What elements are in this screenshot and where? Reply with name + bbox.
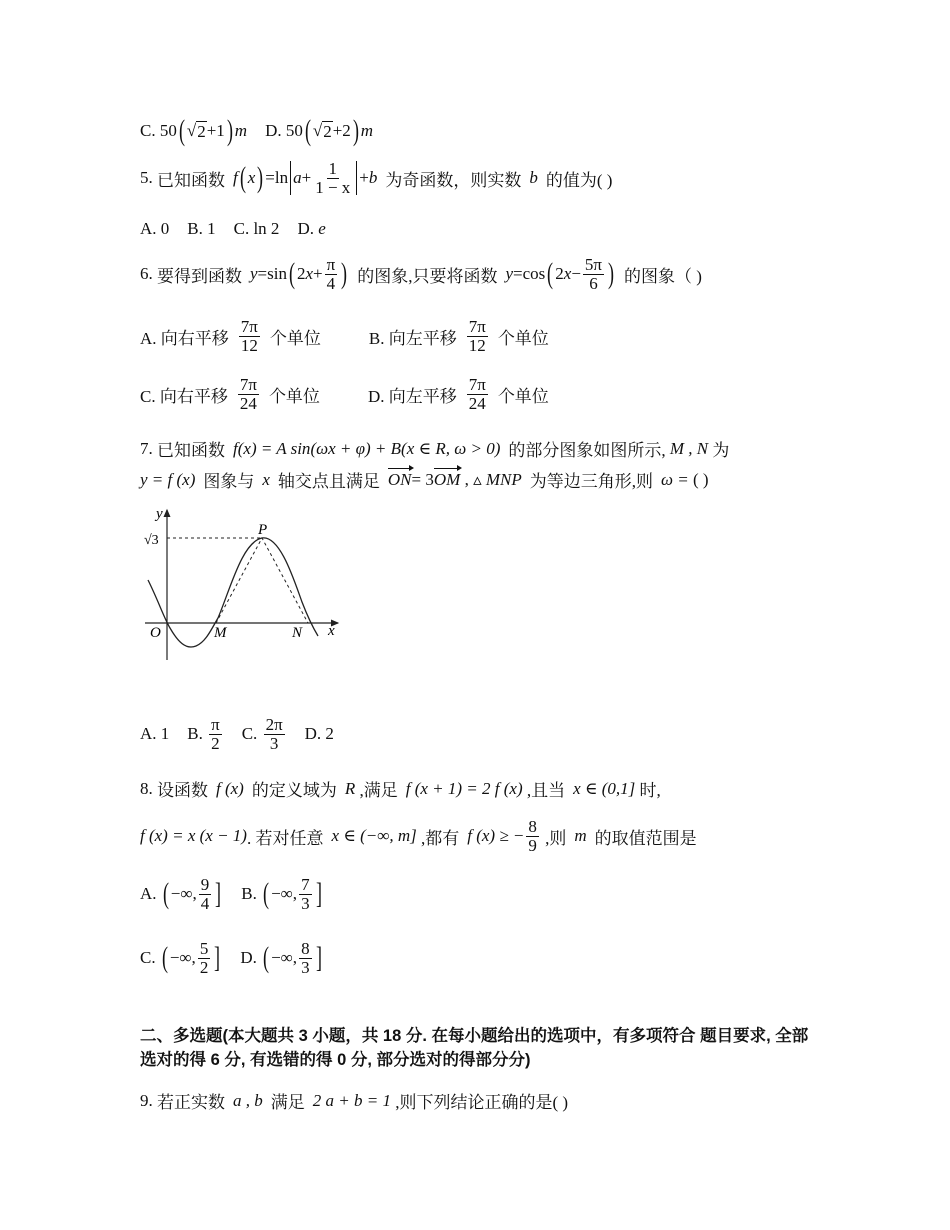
q6-sin: sin	[267, 264, 287, 284]
q8-mid1: 的定义域为	[251, 781, 337, 800]
q6-y2: y	[505, 264, 514, 284]
option-d-label: D.	[265, 121, 282, 140]
q9-mid: 满足	[270, 1093, 305, 1112]
q8-number: 8.	[140, 778, 153, 798]
q6-option-b-unit: 个单位	[497, 328, 549, 348]
q8-R: R	[344, 778, 356, 798]
q8-line2-a: f (x) = x (x − 1)	[140, 826, 247, 846]
q7-prefix: 已知函数	[157, 441, 225, 460]
q6-coef: 2	[296, 264, 306, 284]
option-c-coef: 50	[159, 121, 177, 140]
q8-a-neginf: −∞,	[170, 884, 197, 904]
q6-option-a: A. 向右平移	[140, 328, 229, 348]
question-6: 6. 要得到函数 y = sin ( 2 x + $\frac{\pi}{4}$ ) 的图象,只要将函数 y = cos ( 2 x − $\frac{5\pi}{6}$ ) 的图象（ )	[140, 255, 702, 293]
q8-cond: x ∈ (0,1]	[573, 778, 636, 798]
q8-eq1: f (x + 1) = 2 f (x)	[405, 778, 523, 798]
q7-paren: ( )	[692, 469, 709, 489]
q8-option-c-frac: $\frac{5}{2}$	[199, 939, 209, 977]
q5-func: f	[233, 168, 238, 188]
q6-y: y	[250, 264, 258, 284]
q7-vector-on: ON	[387, 469, 412, 489]
q7-option-c-frac: $\frac{2\pi}{3}$	[265, 715, 283, 753]
q8-option-b: B.	[241, 884, 257, 904]
q7-line2-a: y = f (x)	[140, 469, 196, 489]
q9-prefix: 若正实数	[157, 1093, 225, 1112]
q7-eq3: = 3	[411, 469, 434, 489]
question-8-line2	[140, 818, 697, 855]
q8-options-cd: C. ( −∞, $\frac{5}{2}$ ] D. ( −∞, $\frac{8}{3}$ ]	[140, 939, 322, 977]
q5-fraction: $\frac{1}{1 - x}$	[315, 159, 351, 197]
q7-line2-x: x	[262, 469, 270, 489]
sqrt3-label: √3	[144, 533, 159, 548]
q5-prefix: 已知函数	[157, 170, 225, 190]
q5-suffix2: 的值为( )	[545, 170, 613, 190]
q8-option-d-frac: $\frac{8}{3}$	[301, 939, 310, 977]
q5-option-b: B. 1	[187, 219, 216, 238]
q6-prefix: 要得到函数	[157, 266, 242, 286]
q5-option-a: A. 0	[140, 219, 170, 238]
q7-graph	[140, 500, 350, 670]
o-label: O	[150, 625, 161, 641]
q8-range: x ∈ (−∞, m]	[331, 826, 417, 846]
q9-number: 9.	[140, 1090, 153, 1110]
q8-mid2: ,满足	[359, 781, 398, 800]
q6-option-b: B. 向左平移	[368, 328, 457, 348]
q8-ineq: f (x) ≥ −	[467, 826, 525, 846]
q7-line2-d: 为等边三角形,则	[529, 472, 653, 491]
q6-option-d: D. 向左平移	[367, 386, 457, 406]
q6-suffix: 的图象（ )	[624, 266, 702, 286]
q6-option-b-frac: $\frac{7\pi}{12}$	[468, 317, 486, 355]
q4-options: C. 50 ( √ 2 + 1 ) m D. 50 ( √ 2 + 2 ) m	[140, 114, 374, 147]
q8-b-neginf: −∞,	[271, 884, 298, 904]
q8-fx: f (x)	[216, 778, 244, 798]
q5-options	[140, 219, 326, 239]
q5-b: b	[368, 168, 378, 188]
option-c-add: 1	[216, 121, 225, 140]
q6-option-d-unit: 个单位	[497, 386, 549, 406]
q7-option-b-frac: $\frac{\pi}{2}$	[211, 715, 220, 753]
q6-option-a-frac: $\frac{7\pi}{12}$	[240, 317, 258, 355]
q7-vector-om: OM	[433, 469, 461, 489]
question-8-line1	[140, 776, 661, 801]
q5-suffix1: 为奇函数，则实数	[385, 170, 522, 190]
q8-d-neginf: −∞,	[271, 948, 298, 968]
q7-number: 7.	[140, 438, 153, 458]
q6-frac2: $\frac{5\pi}{6}$	[584, 255, 603, 293]
q6-cos: cos	[522, 264, 546, 284]
m-label: M	[214, 625, 227, 641]
q8-line2-d: ,则	[545, 828, 567, 848]
q6-options-ab	[140, 318, 549, 355]
q8-option-c: C.	[140, 948, 156, 968]
q8-m: m	[574, 826, 587, 846]
q9-suffix: ,则下列结论正确的是( )	[395, 1093, 569, 1112]
option-c-label: C.	[140, 121, 156, 140]
x-label: x	[328, 623, 335, 639]
q6-option-d-frac: $\frac{7\pi}{24}$	[468, 375, 486, 413]
q8-option-a-frac: $\frac{9}{4}$	[200, 875, 210, 913]
question-7-line1	[140, 436, 729, 461]
q6-option-c-frac: $\frac{7\pi}{24}$	[239, 375, 257, 413]
q6-coef2: 2	[555, 264, 564, 284]
q6-frac1: $\frac{\pi}{4}$	[326, 255, 336, 293]
q8-ineq-frac: $\frac{8}{9}$	[528, 817, 537, 855]
q5-a: a	[293, 168, 302, 188]
q8-option-d: D.	[240, 948, 257, 968]
q6-mid: 的图象,只要将函数	[357, 266, 498, 286]
q7-formula-c: (ωx + φ) + B	[310, 438, 402, 458]
q7-omega: ω =	[661, 469, 689, 489]
q5-option-d-val: e	[318, 219, 326, 238]
q5-option-c: C. ln 2	[233, 219, 280, 238]
p-label: P	[258, 522, 268, 538]
option-c-unit: m	[234, 121, 248, 140]
q8-prefix: 设函数	[157, 781, 208, 800]
q8-mid3: ,且当	[526, 781, 566, 800]
q8-options-ab: A. ( −∞, $\frac{9}{4}$ ] B. ( −∞, $\frac{7}{3}$ ]	[140, 875, 322, 913]
q8-mid4: 时,	[639, 781, 661, 800]
q7-options	[140, 716, 334, 753]
q7-option-c: C.	[241, 724, 258, 744]
q8-line2-b: . 若对任意	[246, 828, 324, 848]
q7-mid1: 的部分图象如图所示,	[508, 441, 666, 460]
q8-line2-c: ,都有	[420, 828, 460, 848]
q6-number: 6.	[140, 264, 153, 284]
q6-option-a-unit: 个单位	[269, 328, 321, 348]
q8-option-b-frac: $\frac{7}{3}$	[301, 875, 310, 913]
q7-option-d: D. 2	[304, 724, 334, 744]
q9-eq: 2 a + b = 1	[312, 1090, 391, 1110]
q9-vars: a , b	[233, 1090, 263, 1110]
q7-wei: 为	[712, 441, 730, 460]
q5-number: 5.	[140, 168, 153, 188]
option-d-coef: 50	[285, 121, 303, 140]
q7-mn: M , N	[669, 438, 709, 458]
q7-line2-b: 图象与	[203, 472, 255, 491]
option-d-unit: m	[360, 121, 374, 140]
q7-option-b: B.	[187, 724, 203, 744]
question-9	[140, 1088, 568, 1113]
n-label: N	[292, 625, 303, 641]
q8-option-a: A.	[140, 884, 157, 904]
y-label: y	[156, 506, 163, 522]
q6-x2: x	[563, 264, 572, 284]
q6-x: x	[305, 264, 314, 284]
section-2-heading: 二、多选题(本大题共 3 小题，共 18 分. 在每小题给出的选项中，有多项符合 题目要求, 全部选对的得 6 分, 有选错的得 0 分, 部分选对的得部分分)	[140, 1027, 809, 1069]
q5-var: x	[247, 168, 256, 188]
q8-line2-e: 的取值范围是	[594, 828, 697, 848]
q7-line2-c: 轴交点且满足	[277, 472, 380, 491]
question-5: 5. 已知函数 f ( x ) = ln a + $\frac{1}{1 - x}$ + b 为奇函数，则实数 b 的值为( )	[140, 159, 613, 197]
q6-options-cd	[140, 376, 549, 413]
q7-triangle: ▵ MNP	[473, 469, 522, 489]
q5-b2: b	[529, 168, 538, 188]
q7-formula-d: (x ∈ R, ω > 0)	[401, 438, 501, 458]
q7-formula-b: (x) = A sin	[237, 438, 311, 458]
q6-option-c-unit: 个单位	[268, 386, 320, 406]
q7-formula-a: f	[233, 438, 238, 458]
question-7-line2: y = f (x) 图象与 x 轴交点且满足 ON = 3 OM , ▵ MNP 为等边三角形,则 ω = ( )	[140, 467, 709, 492]
q5-ln: ln	[274, 168, 289, 188]
q7-option-a: A. 1	[140, 724, 170, 744]
q5-option-d: D.	[297, 219, 314, 238]
option-d-add: 2	[342, 121, 351, 140]
q6-option-c: C. 向右平移	[140, 386, 228, 406]
q8-c-neginf: −∞,	[169, 948, 196, 968]
